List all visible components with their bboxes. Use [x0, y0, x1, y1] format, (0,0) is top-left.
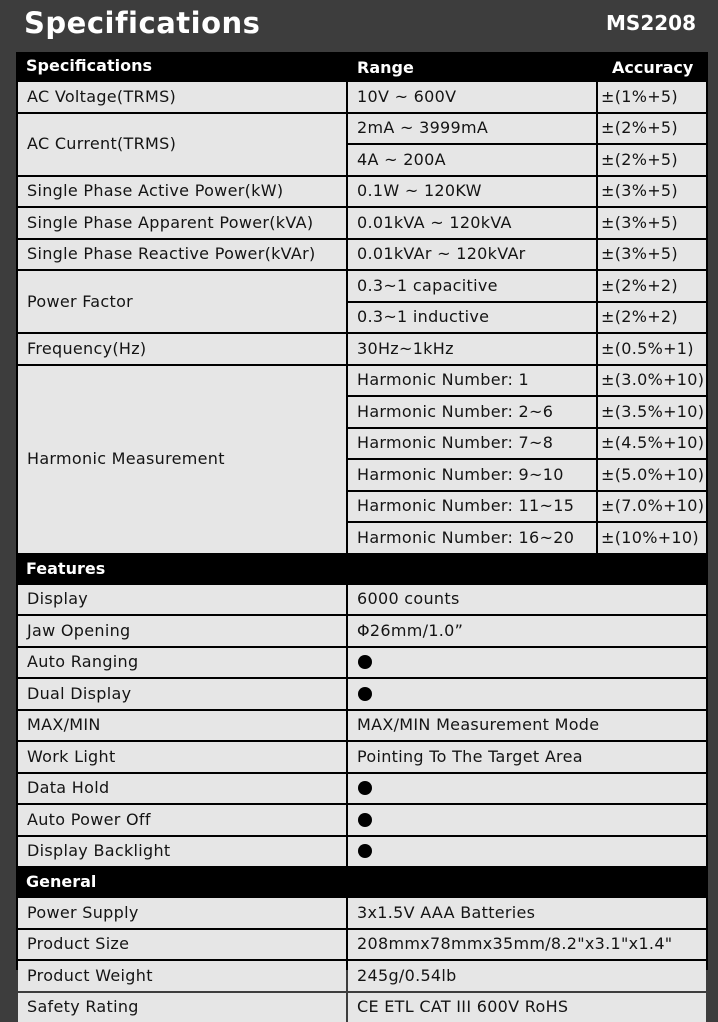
- spec-range: [348, 114, 596, 144]
- spec-range: [348, 82, 596, 112]
- general-name-text: Product Weight: [27, 968, 153, 984]
- col-heading-specifications: Specifications: [26, 52, 152, 80]
- spec-accuracy-text: ±(3%+5): [601, 246, 678, 262]
- general-value: [348, 961, 706, 991]
- feature-value: [348, 837, 706, 867]
- spec-name-text: Single Phase Active Power(kW): [27, 183, 283, 199]
- col-heading-range: Range: [357, 54, 414, 82]
- spec-accuracy-text: ±(7.0%+10): [601, 498, 704, 514]
- spec-accuracy-text: ±(0.5%+1): [601, 341, 694, 357]
- spec-range-text: 0.01kVA ~ 120kVA: [357, 215, 512, 231]
- spec-accuracy-text: ±(2%+2): [601, 278, 678, 294]
- general-name-text: Product Size: [27, 936, 129, 952]
- general-name: [18, 993, 346, 1022]
- feature-name-text: Auto Power Off: [27, 812, 151, 828]
- feature-value-text: Φ26mm/1.0”: [357, 623, 463, 639]
- spec-name: [18, 82, 346, 112]
- features-header-row: [16, 555, 708, 583]
- feature-name: [18, 648, 346, 678]
- spec-range: [348, 177, 596, 207]
- spec-accuracy: [598, 208, 706, 238]
- feature-name-text: Dual Display: [27, 686, 131, 702]
- spec-accuracy: [598, 114, 706, 144]
- feature-name: [18, 711, 346, 741]
- feature-value-text: 6000 counts: [357, 591, 460, 607]
- spec-accuracy: [598, 271, 706, 301]
- spec-range: [348, 366, 596, 396]
- spec-name-text: AC Current(TRMS): [27, 136, 176, 152]
- col-heading-accuracy: Accuracy: [612, 54, 693, 82]
- spec-name-text: Power Factor: [27, 294, 133, 310]
- spec-accuracy: [598, 397, 706, 427]
- spec-accuracy: [598, 177, 706, 207]
- spec-name: [18, 208, 346, 238]
- spec-accuracy: [598, 240, 706, 270]
- feature-value: [348, 616, 706, 646]
- bullet-icon: [358, 844, 372, 858]
- spec-range-text: 2mA ~ 3999mA: [357, 120, 488, 136]
- spec-range: [348, 240, 596, 270]
- feature-name: [18, 742, 346, 772]
- spec-accuracy: [598, 492, 706, 522]
- feature-value: [348, 679, 706, 709]
- spec-accuracy-text: ±(2%+5): [601, 120, 678, 136]
- spec-range: [348, 303, 596, 333]
- spec-range: [348, 397, 596, 427]
- feature-name: [18, 679, 346, 709]
- spec-range-text: Harmonic Number: 1: [357, 372, 529, 388]
- spec-range: [348, 334, 596, 364]
- spec-accuracy: [598, 334, 706, 364]
- spec-accuracy: [598, 145, 706, 175]
- spec-accuracy: [598, 523, 706, 553]
- spec-accuracy: [598, 303, 706, 333]
- spec-range: [348, 145, 596, 175]
- spec-range-text: 0.01kVAr ~ 120kVAr: [357, 246, 526, 262]
- features-heading: Features: [26, 555, 105, 583]
- general-name: [18, 930, 346, 960]
- spec-accuracy-text: ±(2%+2): [601, 309, 678, 325]
- spec-range: [348, 492, 596, 522]
- spec-range-text: 0.1W ~ 120KW: [357, 183, 482, 199]
- feature-value: [348, 585, 706, 615]
- feature-name-text: MAX/MIN: [27, 717, 101, 733]
- spec-accuracy-text: ±(3%+5): [601, 183, 678, 199]
- spec-table: [16, 52, 708, 970]
- spec-accuracy-text: ±(2%+5): [601, 152, 678, 168]
- feature-name: [18, 837, 346, 867]
- spec-accuracy: [598, 82, 706, 112]
- spec-range: [348, 429, 596, 459]
- general-name-text: Safety Rating: [27, 999, 139, 1015]
- feature-value: [348, 774, 706, 804]
- spec-range-text: Harmonic Number: 16~20: [357, 530, 574, 546]
- bullet-icon: [358, 655, 372, 669]
- general-name: [18, 961, 346, 991]
- spec-range: [348, 460, 596, 490]
- spec-accuracy: [598, 429, 706, 459]
- model-number: MS2208: [606, 10, 696, 36]
- spec-range-text: Harmonic Number: 11~15: [357, 498, 574, 514]
- general-value-text: 208mmx78mmx35mm/8.2"x3.1"x1.4": [357, 936, 672, 952]
- spec-accuracy-text: ±(3.0%+10): [601, 372, 704, 388]
- feature-name-text: Auto Ranging: [27, 654, 138, 670]
- feature-name: [18, 774, 346, 804]
- general-header-row: [16, 868, 708, 896]
- feature-name: [18, 616, 346, 646]
- spec-range-text: 30Hz~1kHz: [357, 341, 454, 357]
- spec-name: [18, 240, 346, 270]
- spec-range: [348, 208, 596, 238]
- feature-name-text: Display: [27, 591, 88, 607]
- feature-name-text: Data Hold: [27, 780, 109, 796]
- feature-name-text: Work Light: [27, 749, 116, 765]
- spec-range-text: 10V ~ 600V: [357, 89, 456, 105]
- spec-name: [18, 271, 346, 332]
- feature-name-text: Display Backlight: [27, 843, 170, 859]
- bullet-icon: [358, 781, 372, 795]
- spec-accuracy-text: ±(1%+5): [601, 89, 678, 105]
- spec-range-text: 0.3~1 capacitive: [357, 278, 498, 294]
- spec-name: [18, 114, 346, 175]
- general-heading: General: [26, 868, 96, 896]
- spec-range-text: 4A ~ 200A: [357, 152, 446, 168]
- feature-value-text: MAX/MIN Measurement Mode: [357, 717, 599, 733]
- general-value: [348, 993, 706, 1022]
- general-value-text: CE ETL CAT III 600V RoHS: [357, 999, 568, 1015]
- spec-accuracy-text: ±(5.0%+10): [601, 467, 704, 483]
- general-value: [348, 898, 706, 928]
- general-value-text: 3x1.5V AAA Batteries: [357, 905, 535, 921]
- spec-range-text: Harmonic Number: 9~10: [357, 467, 564, 483]
- feature-value-text: Pointing To The Target Area: [357, 749, 583, 765]
- specs-header-row: [16, 52, 708, 80]
- page-header: [0, 0, 718, 48]
- spec-name-text: Single Phase Apparent Power(kVA): [27, 215, 313, 231]
- spec-name-text: Frequency(Hz): [27, 341, 146, 357]
- spec-accuracy-text: ±(10%+10): [601, 530, 699, 546]
- spec-range: [348, 271, 596, 301]
- spec-name: [18, 366, 346, 553]
- spec-range-text: Harmonic Number: 2~6: [357, 404, 553, 420]
- spec-name-text: Harmonic Measurement: [27, 451, 225, 467]
- general-name: [18, 898, 346, 928]
- spec-name-text: Single Phase Reactive Power(kVAr): [27, 246, 316, 262]
- spec-range-text: 0.3~1 inductive: [357, 309, 489, 325]
- feature-value: [348, 711, 706, 741]
- feature-name-text: Jaw Opening: [27, 623, 130, 639]
- feature-value: [348, 742, 706, 772]
- general-name-text: Power Supply: [27, 905, 139, 921]
- spec-name: [18, 334, 346, 364]
- spec-accuracy-text: ±(3.5%+10): [601, 404, 704, 420]
- spec-range-text: Harmonic Number: 7~8: [357, 435, 553, 451]
- spec-range: [348, 523, 596, 553]
- spec-accuracy: [598, 460, 706, 490]
- spec-name-text: AC Voltage(TRMS): [27, 89, 176, 105]
- general-value: [348, 930, 706, 960]
- bullet-icon: [358, 687, 372, 701]
- spec-accuracy: [598, 366, 706, 396]
- spec-accuracy-text: ±(4.5%+10): [601, 435, 704, 451]
- page-title: Specifications: [24, 4, 260, 42]
- feature-name: [18, 805, 346, 835]
- general-value-text: 245g/0.54lb: [357, 968, 457, 984]
- spec-name: [18, 177, 346, 207]
- feature-value: [348, 805, 706, 835]
- bullet-icon: [358, 813, 372, 827]
- feature-name: [18, 585, 346, 615]
- spec-accuracy-text: ±(3%+5): [601, 215, 678, 231]
- feature-value: [348, 648, 706, 678]
